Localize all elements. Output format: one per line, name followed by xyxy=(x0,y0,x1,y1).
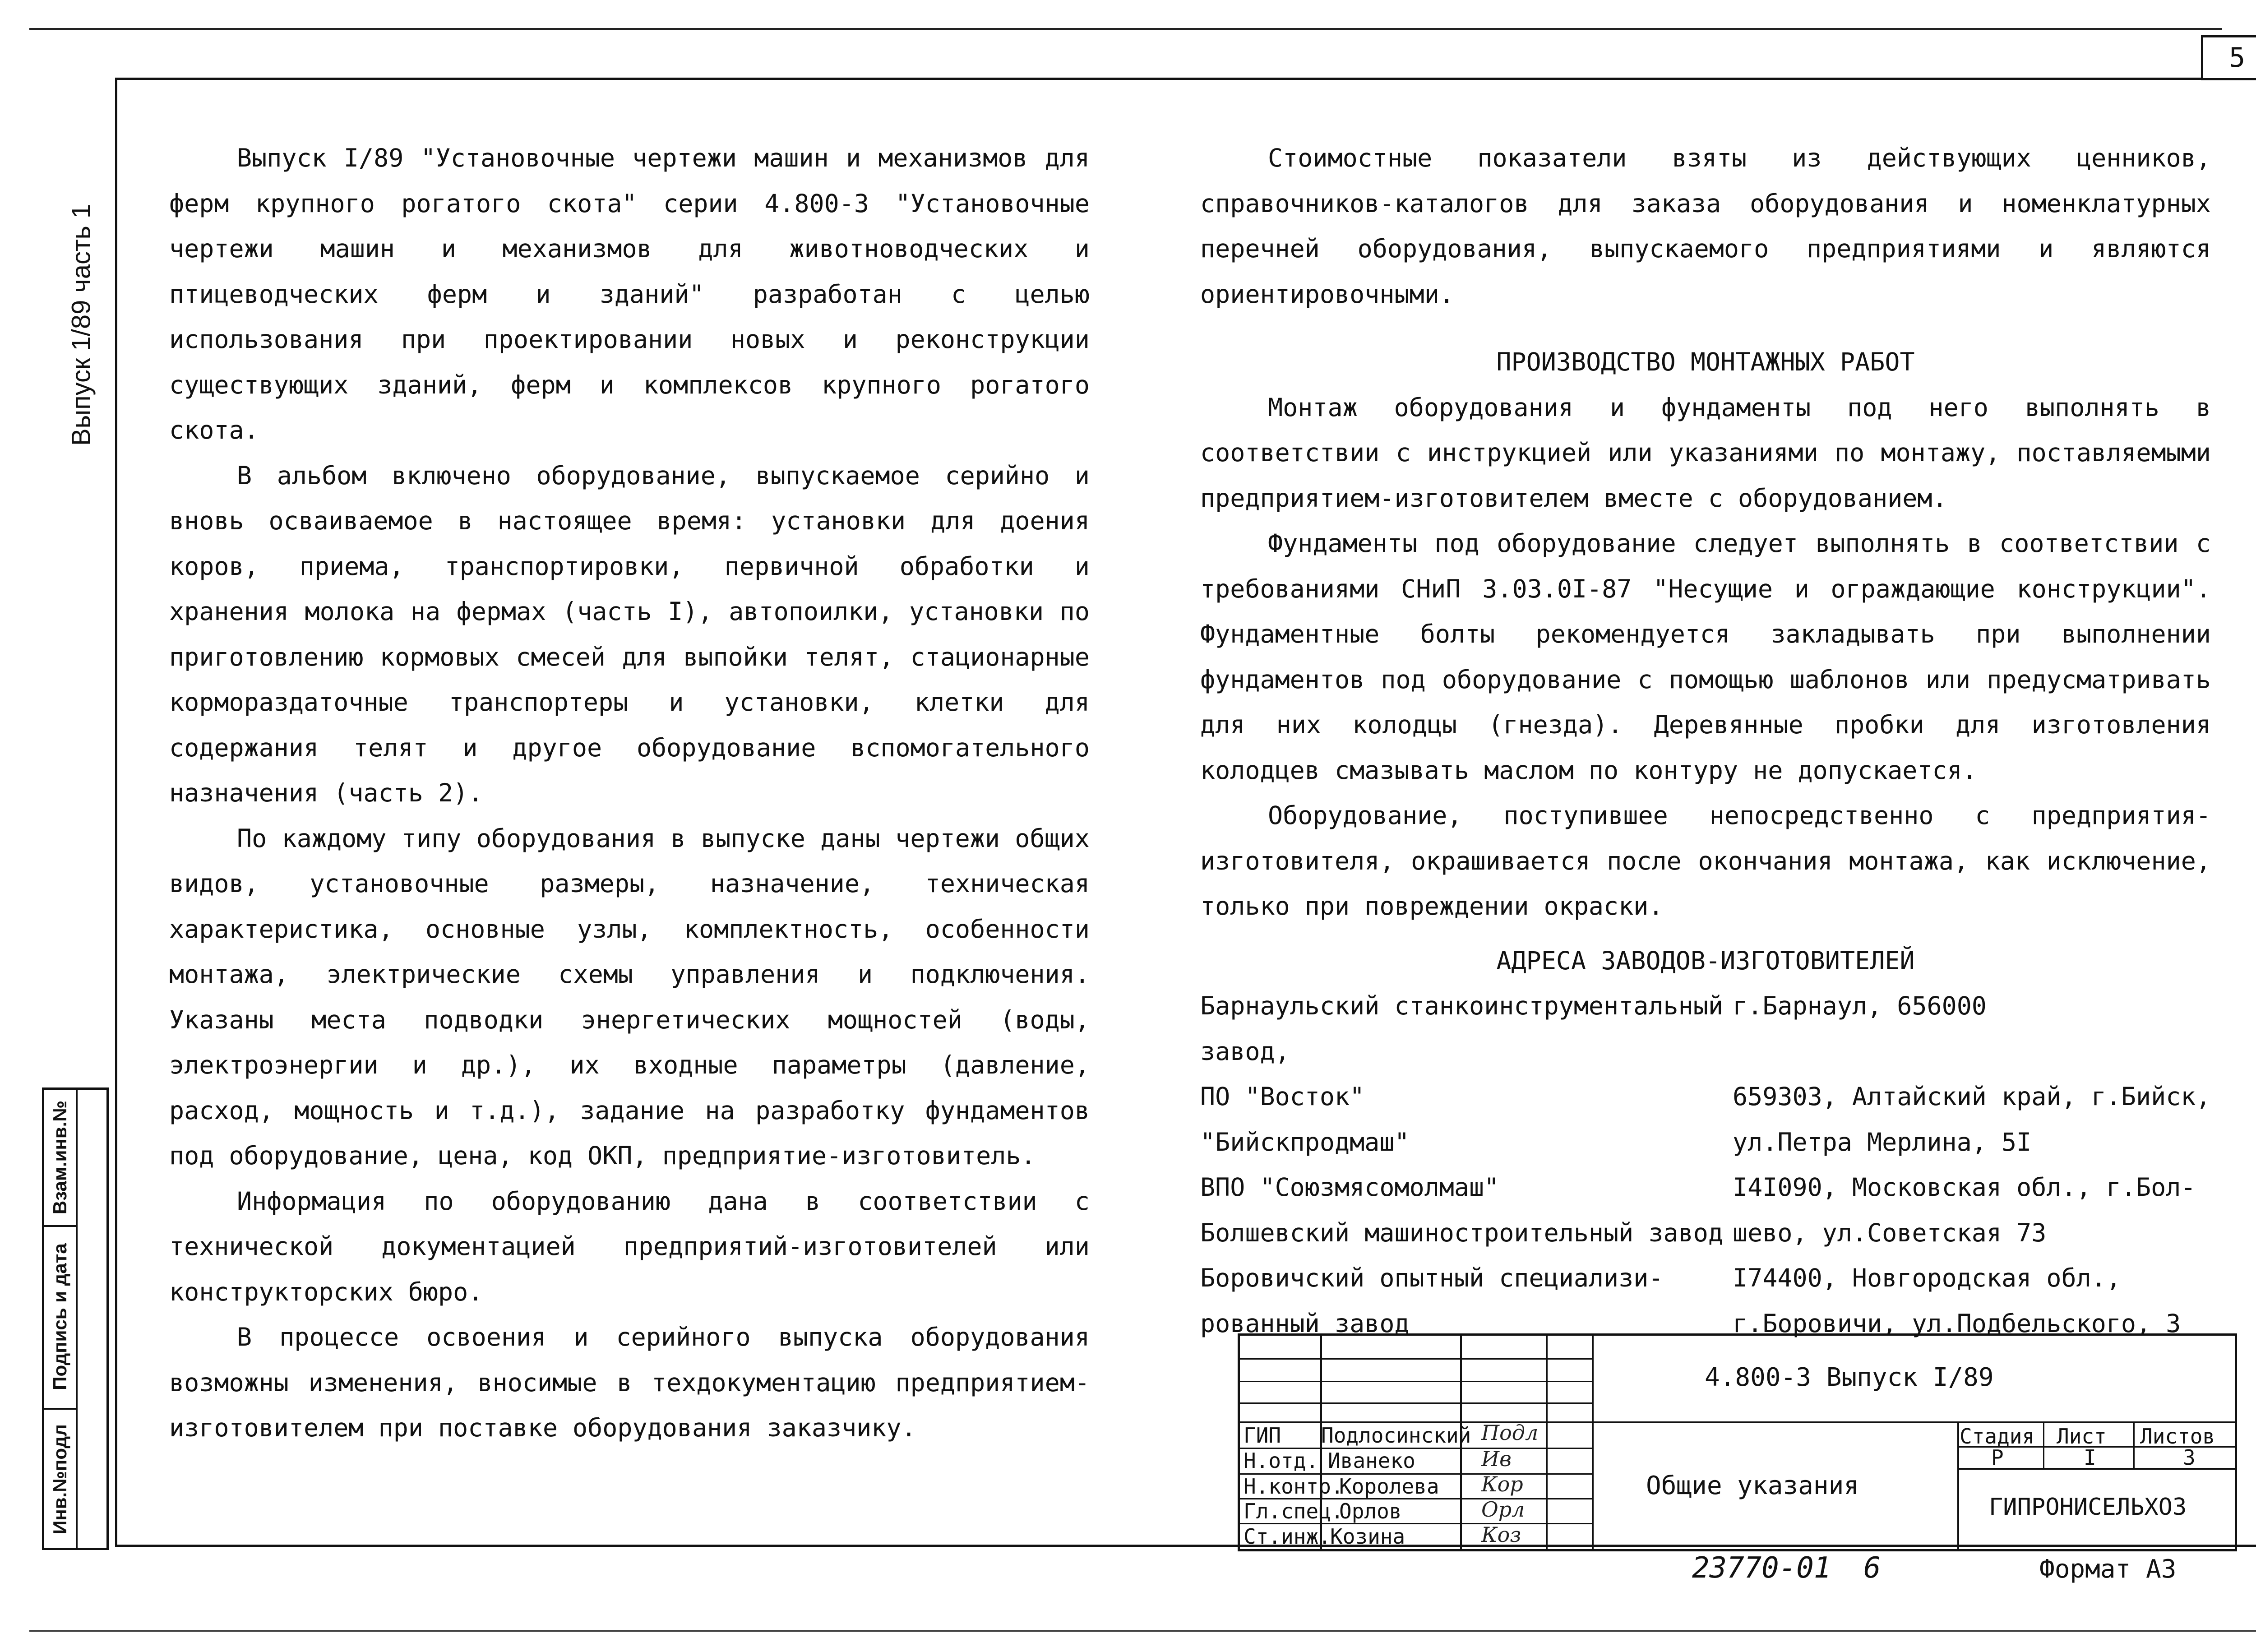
side-stamp xyxy=(42,1087,109,1550)
signature: Орл xyxy=(1481,1497,1525,1522)
person-name: Королева xyxy=(1339,1474,1439,1499)
drawing-designation: 4.800-3 Выпуск I/89 xyxy=(1705,1363,1994,1392)
role-label: Н.отд. xyxy=(1244,1448,1319,1473)
factory-address: г.Боровичи, ул.Подбельского, 3 xyxy=(1733,1309,2181,1338)
top-trim-line xyxy=(29,28,2222,30)
factory-name: ПО "Восток" xyxy=(1200,1082,1365,1111)
address-list xyxy=(1200,983,2211,1346)
factory-address xyxy=(1733,1029,2211,1074)
stamp-original-inv: Инв.№подл xyxy=(49,1424,70,1534)
bottom-trim-line xyxy=(29,1630,2256,1632)
paragraph: Монтаж оборудования и фундаменты под него выполнять в соответствии с инструкцией или указаниями по монтажу, поставляемыми предприятием-изготовителем вместе с оборудованием. xyxy=(1200,393,2211,513)
factory-address: I4I090, Московская обл., г.Бол- xyxy=(1733,1173,2196,1202)
sheet-header: Лист xyxy=(2057,1424,2107,1448)
address-row xyxy=(1200,1210,2211,1256)
organization: ГИПРОНИСЕЛЬХОЗ xyxy=(1989,1494,2187,1521)
factory-name: рованный завод xyxy=(1200,1309,1410,1338)
address-row xyxy=(1200,1120,2211,1165)
factory-address: 659303, Алтайский край, г.Бийск, xyxy=(1733,1082,2211,1111)
paragraph: Оборудование, поступившее непосредственно с предприятия-изготовителя, окрашивается после окончания монтажа, как исключение, только при повреждении окраски. xyxy=(1200,801,2211,921)
signature: Подл xyxy=(1481,1421,1539,1445)
sheets-value: 3 xyxy=(2183,1445,2196,1470)
address-row xyxy=(1200,983,2211,1029)
right-column xyxy=(1200,135,2211,1346)
factory-address: г.Барнаул, 656000 xyxy=(1733,991,1987,1020)
factory-address: I74400, Новгородская обл., xyxy=(1733,1263,2121,1292)
person-name: Орлов xyxy=(1339,1499,1402,1523)
factory-name: Болшевский машиностроительный завод xyxy=(1200,1218,1723,1247)
sheet-title: Общие указания xyxy=(1646,1471,1859,1500)
role-label: Гл.спец. xyxy=(1244,1499,1344,1523)
factory-name: завод, xyxy=(1200,1037,1290,1066)
paragraph: Выпуск I/89 "Установочные чертежи машин и механизмов для ферм крупного рогатого скота" серии 4.800-3 "Установочные чертежи машин и механизмов для животноводческих и птицеводческих ферм и зданий" разработан с целью использования при проектировании новых и реконструкции существующих зданий, ферм и комплексов крупного рогатого скота. xyxy=(169,143,1090,444)
factory-name: Боровичский опытный специализи- xyxy=(1200,1263,1664,1292)
signature: Ив xyxy=(1481,1447,1512,1471)
person-name: Козина xyxy=(1330,1524,1405,1549)
factory-address: ул.Петра Мерлина, 5I xyxy=(1733,1127,2032,1157)
signature: Коз xyxy=(1481,1522,1521,1547)
archive-number: 23770-01 xyxy=(1692,1551,1831,1585)
paragraph: В альбом включено оборудование, выпускаемое серийно и вновь осваиваемое в настоящее время: установки для доения коров, приема, транспортировки, первичной обработки и хранения молока на фермах (часть I), автопоилки, установки по приготовлению кормовых смесей для выпойки телят, стационарные кормораздаточные транспортеры и установки, клетки для содержания телят и другое оборудование вспомогательного назначения (часть 2). xyxy=(169,461,1090,807)
page-index: 6 xyxy=(1863,1551,1881,1585)
stamp-replacement-inv: Взам.инв.№ xyxy=(49,1100,70,1215)
paragraph: Фундаменты под оборудование следует выполнять в соответствии с требованиями СНиП 3.03.0I-87 "Несущие и ограждающие конструкции". Фундаментные болты рекомендуется закладывать при выполнении фундаментов под оборудование с помощью шаблонов или предусматривать для них колодцы (гнезда). Деревянные пробки для изготовления колодцев смазывать маслом по контуру не допускается. xyxy=(1200,529,2211,785)
person-name: Подлосинский xyxy=(1321,1423,1471,1448)
title-block xyxy=(1238,1333,2237,1551)
factory-name: ВПО "Союзмясомолмаш" xyxy=(1200,1173,1499,1202)
paragraph: Стоимостные показатели взяты из действующих ценников, справочников-каталогов для заказа оборудования и номенклатурных перечней оборудования, выпускаемого предприятиями и являются ориентировочными. xyxy=(1200,143,2211,309)
person-name: Иванеко xyxy=(1328,1448,1415,1473)
side-label xyxy=(68,176,95,474)
factory-address: шево, ул.Советская 73 xyxy=(1733,1218,2047,1247)
stamp-signature-date: Подпись и дата xyxy=(49,1243,70,1390)
role-label: ГИП xyxy=(1244,1423,1281,1448)
stage-value: Р xyxy=(1991,1445,2004,1470)
role-label: Ст.инж. xyxy=(1244,1524,1331,1549)
paragraph: Информация по оборудованию дана в соответствии с технической документацией предприятий-изготовителей или конструкторских бюро. xyxy=(169,1186,1090,1306)
format-label: Формат А3 xyxy=(2039,1555,2177,1584)
paragraph: По каждому типу оборудования в выпуске даны чертежи общих видов, установочные размеры, назначение, техническая характеристика, основные узлы, комплектность, особенности монтажа, электрические схемы управления и подключения. Указаны места подводки энергетических мощностей (воды, электроэнергии и др.), их входные параметры (давление, расход, мощность и т.д.), задание на разработку фундаментов под оборудование, цена, код ОКП, предприятие-изготовитель. xyxy=(169,824,1090,1170)
sheets-header: Листов xyxy=(2140,1424,2215,1448)
address-row xyxy=(1200,1029,2211,1074)
section-heading: АДРЕСА ЗАВОДОВ-ИЗГОТОВИТЕЛЕЙ xyxy=(1496,946,1915,975)
role-label: Н.контр. xyxy=(1244,1474,1344,1499)
sheet-number: 5 xyxy=(2201,35,2256,80)
sheet-value: I xyxy=(2084,1445,2096,1470)
section-heading: ПРОИЗВОДСТВО МОНТАЖНЫХ РАБОТ xyxy=(1496,347,1915,376)
address-row xyxy=(1200,1165,2211,1210)
factory-name: "Бийскпродмаш" xyxy=(1200,1127,1410,1157)
address-row xyxy=(1200,1255,2211,1301)
left-column xyxy=(169,135,1090,1451)
address-row xyxy=(1200,1074,2211,1120)
factory-name: Барнаульский станкоинструментальный xyxy=(1200,991,1723,1020)
stage-header: Стадия xyxy=(1960,1424,2035,1448)
signature: Кор xyxy=(1481,1472,1523,1496)
side-label-text: Выпуск 1/89 часть 1 xyxy=(66,204,96,446)
paragraph: В процессе освоения и серийного выпуска оборудования возможны изменения, вносимые в техдокументацию предприятием-изготовителем при поставке оборудования заказчику. xyxy=(169,1323,1090,1442)
